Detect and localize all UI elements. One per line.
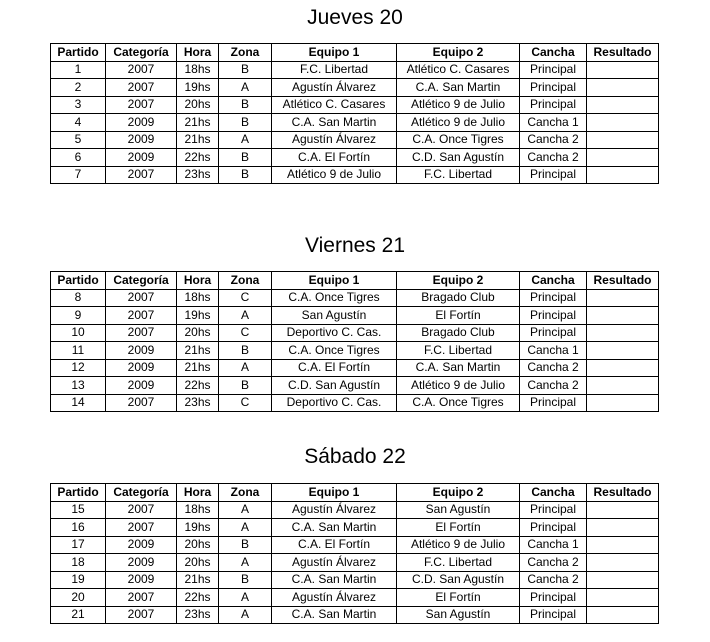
- cell-resultado: [587, 377, 659, 395]
- cell-cancha: Cancha 2: [520, 377, 587, 395]
- cell-hora: 19hs: [177, 79, 219, 97]
- cell-resultado: [587, 289, 659, 307]
- table-header-row: [51, 272, 659, 290]
- cell-zona: C: [219, 324, 272, 342]
- cell-categoria: 2009: [106, 149, 177, 167]
- cell-partido: 21: [51, 606, 106, 624]
- cell-cancha: Cancha 2: [520, 149, 587, 167]
- cell-categoria: 2009: [106, 131, 177, 149]
- cell-cancha: Principal: [520, 324, 587, 342]
- column-header-equipo-1: Equipo 1: [272, 44, 397, 62]
- cell-cancha: Principal: [520, 394, 587, 412]
- day-title-viernes: Viernes 21: [304, 234, 406, 257]
- cell-equipo-1: Agustín Álvarez: [272, 131, 397, 149]
- table-row: [51, 589, 659, 607]
- cell-partido: 1: [51, 61, 106, 79]
- cell-equipo-1: F.C. Libertad: [272, 61, 397, 79]
- cell-equipo-1: Agustín Álvarez: [272, 501, 397, 519]
- cell-partido: 12: [51, 359, 106, 377]
- cell-resultado: [587, 519, 659, 537]
- cell-categoria: 2009: [106, 114, 177, 132]
- column-header-cancha: Cancha: [520, 272, 587, 290]
- cell-categoria: 2009: [106, 377, 177, 395]
- cell-equipo-2: Bragado Club: [397, 324, 520, 342]
- cell-cancha: Principal: [520, 589, 587, 607]
- cell-resultado: [587, 394, 659, 412]
- cell-resultado: [587, 149, 659, 167]
- cell-zona: C: [219, 394, 272, 412]
- cell-equipo-2: F.C. Libertad: [397, 554, 520, 572]
- cell-equipo-1: Agustín Álvarez: [272, 79, 397, 97]
- table-header-row: [51, 484, 659, 502]
- cell-resultado: [587, 606, 659, 624]
- cell-categoria: 2007: [106, 589, 177, 607]
- cell-categoria: 2009: [106, 359, 177, 377]
- table-row: [51, 289, 659, 307]
- cell-equipo-1: C.A. San Martin: [272, 519, 397, 537]
- cell-hora: 23hs: [177, 166, 219, 184]
- cell-resultado: [587, 501, 659, 519]
- cell-partido: 15: [51, 501, 106, 519]
- cell-resultado: [587, 342, 659, 360]
- cell-equipo-1: Atlético C. Casares: [272, 96, 397, 114]
- cell-categoria: 2007: [106, 501, 177, 519]
- cell-zona: A: [219, 131, 272, 149]
- cell-hora: 21hs: [177, 571, 219, 589]
- column-header-equipo-1: Equipo 1: [272, 484, 397, 502]
- cell-resultado: [587, 307, 659, 325]
- cell-categoria: 2009: [106, 536, 177, 554]
- cell-equipo-2: C.A. San Martin: [397, 359, 520, 377]
- cell-partido: 5: [51, 131, 106, 149]
- cell-partido: 17: [51, 536, 106, 554]
- fixture-table-viernes: [50, 271, 659, 412]
- cell-resultado: [587, 571, 659, 589]
- cell-categoria: 2007: [106, 307, 177, 325]
- cell-partido: 6: [51, 149, 106, 167]
- cell-cancha: Cancha 2: [520, 359, 587, 377]
- column-header-hora: Hora: [177, 44, 219, 62]
- column-header-cancha: Cancha: [520, 44, 587, 62]
- column-header-resultado: Resultado: [587, 44, 659, 62]
- cell-equipo-2: Atlético 9 de Julio: [397, 96, 520, 114]
- cell-resultado: [587, 359, 659, 377]
- cell-zona: A: [219, 307, 272, 325]
- cell-partido: 14: [51, 394, 106, 412]
- cell-zona: C: [219, 289, 272, 307]
- cell-zona: A: [219, 589, 272, 607]
- cell-resultado: [587, 61, 659, 79]
- column-header-zona: Zona: [219, 272, 272, 290]
- cell-equipo-1: Agustín Álvarez: [272, 589, 397, 607]
- table-row: [51, 96, 659, 114]
- cell-cancha: Principal: [520, 501, 587, 519]
- cell-equipo-2: C.A. Once Tigres: [397, 394, 520, 412]
- cell-categoria: 2007: [106, 606, 177, 624]
- cell-categoria: 2009: [106, 571, 177, 589]
- cell-cancha: Principal: [520, 166, 587, 184]
- cell-hora: 21hs: [177, 342, 219, 360]
- cell-hora: 23hs: [177, 606, 219, 624]
- cell-categoria: 2007: [106, 61, 177, 79]
- table-row: [51, 519, 659, 537]
- cell-cancha: Principal: [520, 519, 587, 537]
- column-header-resultado: Resultado: [587, 484, 659, 502]
- cell-hora: 22hs: [177, 589, 219, 607]
- table-row: [51, 394, 659, 412]
- cell-equipo-1: Deportivo C. Cas.: [272, 394, 397, 412]
- cell-partido: 8: [51, 289, 106, 307]
- cell-hora: 20hs: [177, 554, 219, 572]
- cell-partido: 13: [51, 377, 106, 395]
- cell-resultado: [587, 131, 659, 149]
- cell-hora: 20hs: [177, 324, 219, 342]
- cell-hora: 22hs: [177, 377, 219, 395]
- cell-equipo-1: Agustín Álvarez: [272, 554, 397, 572]
- cell-cancha: Cancha 2: [520, 131, 587, 149]
- cell-partido: 16: [51, 519, 106, 537]
- cell-cancha: Cancha 2: [520, 571, 587, 589]
- cell-hora: 19hs: [177, 307, 219, 325]
- cell-equipo-1: C.D. San Agustín: [272, 377, 397, 395]
- cell-equipo-2: El Fortín: [397, 589, 520, 607]
- cell-equipo-1: Deportivo C. Cas.: [272, 324, 397, 342]
- cell-hora: 18hs: [177, 501, 219, 519]
- cell-cancha: Principal: [520, 606, 587, 624]
- cell-hora: 21hs: [177, 114, 219, 132]
- column-header-equipo-2: Equipo 2: [397, 484, 520, 502]
- table-row: [51, 307, 659, 325]
- cell-partido: 18: [51, 554, 106, 572]
- column-header-equipo-1: Equipo 1: [272, 272, 397, 290]
- cell-zona: A: [219, 79, 272, 97]
- cell-equipo-2: Atlético 9 de Julio: [397, 114, 520, 132]
- cell-zona: B: [219, 96, 272, 114]
- cell-categoria: 2007: [106, 166, 177, 184]
- cell-partido: 20: [51, 589, 106, 607]
- cell-equipo-1: C.A. El Fortín: [272, 359, 397, 377]
- column-header-categoria: Categoría: [106, 44, 177, 62]
- cell-categoria: 2009: [106, 342, 177, 360]
- cell-resultado: [587, 589, 659, 607]
- table-row: [51, 554, 659, 572]
- cell-zona: A: [219, 519, 272, 537]
- cell-equipo-2: C.A. San Martin: [397, 79, 520, 97]
- cell-equipo-2: El Fortín: [397, 519, 520, 537]
- column-header-hora: Hora: [177, 484, 219, 502]
- fixture-table-sabado: [50, 483, 659, 624]
- cell-partido: 10: [51, 324, 106, 342]
- cell-partido: 11: [51, 342, 106, 360]
- cell-equipo-2: Atlético 9 de Julio: [397, 377, 520, 395]
- cell-cancha: Principal: [520, 61, 587, 79]
- cell-cancha: Cancha 1: [520, 536, 587, 554]
- cell-resultado: [587, 166, 659, 184]
- cell-cancha: Cancha 1: [520, 114, 587, 132]
- cell-resultado: [587, 554, 659, 572]
- cell-zona: B: [219, 342, 272, 360]
- cell-zona: B: [219, 114, 272, 132]
- table-header-row: [51, 44, 659, 62]
- table-row: [51, 377, 659, 395]
- cell-hora: 21hs: [177, 359, 219, 377]
- cell-cancha: Cancha 1: [520, 342, 587, 360]
- cell-equipo-1: C.A. El Fortín: [272, 149, 397, 167]
- cell-equipo-1: C.A. San Martin: [272, 571, 397, 589]
- cell-resultado: [587, 96, 659, 114]
- cell-zona: A: [219, 359, 272, 377]
- cell-partido: 7: [51, 166, 106, 184]
- cell-equipo-2: Atlético 9 de Julio: [397, 536, 520, 554]
- cell-hora: 23hs: [177, 394, 219, 412]
- cell-zona: A: [219, 606, 272, 624]
- cell-zona: B: [219, 377, 272, 395]
- cell-partido: 4: [51, 114, 106, 132]
- cell-equipo-2: San Agustín: [397, 501, 520, 519]
- cell-equipo-1: San Agustín: [272, 307, 397, 325]
- cell-zona: A: [219, 501, 272, 519]
- table-row: [51, 342, 659, 360]
- cell-categoria: 2007: [106, 79, 177, 97]
- cell-equipo-2: C.D. San Agustín: [397, 571, 520, 589]
- table-row: [51, 149, 659, 167]
- column-header-zona: Zona: [219, 484, 272, 502]
- column-header-categoria: Categoría: [106, 484, 177, 502]
- cell-cancha: Principal: [520, 79, 587, 97]
- cell-resultado: [587, 114, 659, 132]
- cell-resultado: [587, 79, 659, 97]
- cell-partido: 3: [51, 96, 106, 114]
- cell-hora: 19hs: [177, 519, 219, 537]
- cell-categoria: 2007: [106, 394, 177, 412]
- cell-cancha: Cancha 2: [520, 554, 587, 572]
- cell-cancha: Principal: [520, 289, 587, 307]
- table-row: [51, 606, 659, 624]
- fixture-table-jueves: [50, 43, 659, 184]
- column-header-resultado: Resultado: [587, 272, 659, 290]
- cell-hora: 20hs: [177, 536, 219, 554]
- cell-equipo-2: F.C. Libertad: [397, 166, 520, 184]
- cell-zona: B: [219, 571, 272, 589]
- table-row: [51, 324, 659, 342]
- cell-equipo-1: C.A. Once Tigres: [272, 289, 397, 307]
- table-row: [51, 79, 659, 97]
- day-title-sabado: Sábado 22: [304, 445, 406, 468]
- cell-equipo-1: C.A. San Martin: [272, 606, 397, 624]
- column-header-partido: Partido: [51, 272, 106, 290]
- cell-partido: 19: [51, 571, 106, 589]
- cell-equipo-2: C.D. San Agustín: [397, 149, 520, 167]
- cell-equipo-2: F.C. Libertad: [397, 342, 520, 360]
- cell-categoria: 2009: [106, 554, 177, 572]
- cell-hora: 21hs: [177, 131, 219, 149]
- cell-categoria: 2007: [106, 519, 177, 537]
- cell-zona: B: [219, 166, 272, 184]
- column-header-zona: Zona: [219, 44, 272, 62]
- cell-resultado: [587, 324, 659, 342]
- cell-hora: 22hs: [177, 149, 219, 167]
- table-row: [51, 131, 659, 149]
- column-header-partido: Partido: [51, 44, 106, 62]
- cell-equipo-2: Atlético C. Casares: [397, 61, 520, 79]
- cell-equipo-2: El Fortín: [397, 307, 520, 325]
- cell-equipo-1: Atlético 9 de Julio: [272, 166, 397, 184]
- cell-equipo-2: C.A. Once Tigres: [397, 131, 520, 149]
- cell-equipo-2: San Agustín: [397, 606, 520, 624]
- column-header-partido: Partido: [51, 484, 106, 502]
- cell-categoria: 2007: [106, 289, 177, 307]
- cell-categoria: 2007: [106, 324, 177, 342]
- cell-zona: B: [219, 61, 272, 79]
- column-header-categoria: Categoría: [106, 272, 177, 290]
- cell-zona: B: [219, 149, 272, 167]
- cell-hora: 18hs: [177, 61, 219, 79]
- column-header-hora: Hora: [177, 272, 219, 290]
- cell-partido: 2: [51, 79, 106, 97]
- table-row: [51, 114, 659, 132]
- table-row: [51, 536, 659, 554]
- table-row: [51, 61, 659, 79]
- cell-zona: A: [219, 554, 272, 572]
- cell-zona: B: [219, 536, 272, 554]
- cell-categoria: 2007: [106, 96, 177, 114]
- cell-equipo-1: C.A. El Fortín: [272, 536, 397, 554]
- cell-cancha: Principal: [520, 96, 587, 114]
- cell-equipo-1: C.A. Once Tigres: [272, 342, 397, 360]
- table-row: [51, 166, 659, 184]
- day-title-jueves: Jueves 20: [307, 6, 403, 29]
- table-row: [51, 571, 659, 589]
- cell-equipo-2: Bragado Club: [397, 289, 520, 307]
- column-header-equipo-2: Equipo 2: [397, 272, 520, 290]
- cell-hora: 18hs: [177, 289, 219, 307]
- cell-cancha: Principal: [520, 307, 587, 325]
- cell-equipo-1: C.A. San Martin: [272, 114, 397, 132]
- cell-partido: 9: [51, 307, 106, 325]
- column-header-equipo-2: Equipo 2: [397, 44, 520, 62]
- table-row: [51, 501, 659, 519]
- cell-hora: 20hs: [177, 96, 219, 114]
- column-header-cancha: Cancha: [520, 484, 587, 502]
- cell-resultado: [587, 536, 659, 554]
- table-row: [51, 359, 659, 377]
